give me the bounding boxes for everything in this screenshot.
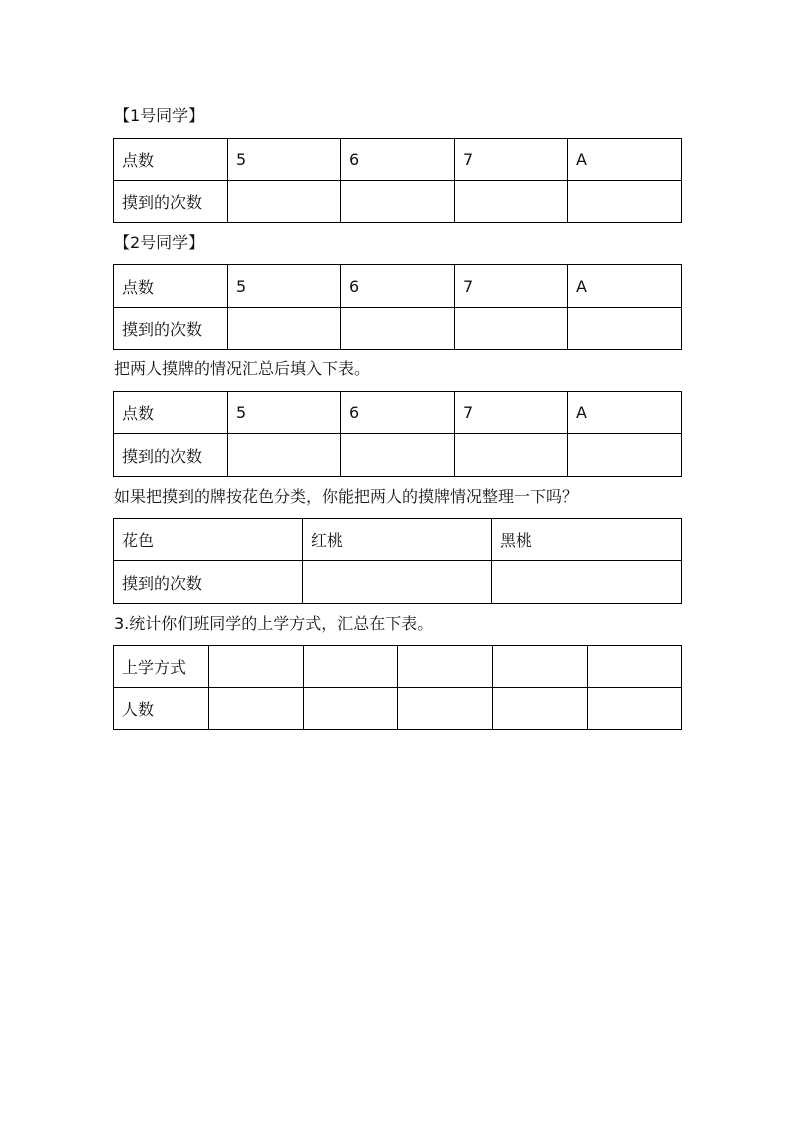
header-cell: 点数 — [114, 139, 228, 181]
header-cell: 5 — [228, 139, 341, 181]
blank-cell[interactable] — [568, 434, 682, 477]
blank-cell[interactable] — [588, 688, 682, 730]
blank-cell[interactable] — [398, 646, 493, 688]
blank-cell[interactable] — [493, 646, 588, 688]
blank-cell[interactable] — [209, 646, 304, 688]
header-cell: 花色 — [114, 519, 303, 561]
header-cell: A — [568, 392, 682, 434]
blank-cell[interactable] — [341, 181, 455, 223]
row-label: 上学方式 — [114, 646, 209, 688]
row-label: 摸到的次数 — [114, 434, 228, 477]
blank-cell[interactable] — [228, 434, 341, 477]
header-cell: 6 — [341, 265, 455, 308]
table-row — [114, 646, 682, 688]
header-cell: 5 — [228, 392, 341, 434]
blank-cell[interactable] — [492, 561, 682, 604]
section1-title: 【1号同学】 — [114, 106, 205, 125]
header-cell: 点数 — [114, 265, 228, 308]
summary-instruction: 把两人摸牌的情况汇总后填入下表。 — [114, 359, 371, 378]
commute-table — [113, 645, 682, 730]
blank-cell[interactable] — [568, 181, 682, 223]
table-row — [114, 519, 682, 561]
suit-table — [113, 518, 682, 604]
blank-cell[interactable] — [304, 646, 398, 688]
commute-question: 3.统计你们班同学的上学方式，汇总在下表。 — [114, 614, 434, 633]
table-row — [114, 688, 682, 730]
points-table-student1 — [113, 138, 682, 223]
header-cell: 红桃 — [303, 519, 492, 561]
row-label: 摸到的次数 — [114, 181, 228, 223]
blank-cell[interactable] — [303, 561, 492, 604]
row-label: 人数 — [114, 688, 209, 730]
blank-cell[interactable] — [588, 646, 682, 688]
table-row — [114, 139, 682, 181]
table-row — [114, 308, 682, 350]
blank-cell[interactable] — [209, 688, 304, 730]
blank-cell[interactable] — [568, 308, 682, 350]
header-cell: 7 — [455, 139, 568, 181]
table-row — [114, 265, 682, 308]
blank-cell[interactable] — [341, 308, 455, 350]
header-cell: 6 — [341, 392, 455, 434]
blank-cell[interactable] — [341, 434, 455, 477]
table-row — [114, 434, 682, 477]
header-cell: A — [568, 265, 682, 308]
header-cell: A — [568, 139, 682, 181]
header-cell: 6 — [341, 139, 455, 181]
points-summary-table — [113, 391, 682, 477]
row-label: 摸到的次数 — [114, 561, 303, 604]
blank-cell[interactable] — [228, 308, 341, 350]
table-row — [114, 392, 682, 434]
blank-cell[interactable] — [493, 688, 588, 730]
blank-cell[interactable] — [455, 181, 568, 223]
header-cell: 7 — [455, 392, 568, 434]
points-table-student2 — [113, 264, 682, 350]
blank-cell[interactable] — [398, 688, 493, 730]
table-row — [114, 561, 682, 604]
row-label: 摸到的次数 — [114, 308, 228, 350]
blank-cell[interactable] — [455, 434, 568, 477]
suit-question: 如果把摸到的牌按花色分类，你能把两人的摸牌情况整理一下吗？ — [114, 487, 579, 506]
table-row — [114, 181, 682, 223]
header-cell: 点数 — [114, 392, 228, 434]
section2-title: 【2号同学】 — [114, 233, 205, 252]
blank-cell[interactable] — [228, 181, 341, 223]
header-cell: 7 — [455, 265, 568, 308]
blank-cell[interactable] — [455, 308, 568, 350]
blank-cell[interactable] — [304, 688, 398, 730]
header-cell: 黑桃 — [492, 519, 682, 561]
header-cell: 5 — [228, 265, 341, 308]
